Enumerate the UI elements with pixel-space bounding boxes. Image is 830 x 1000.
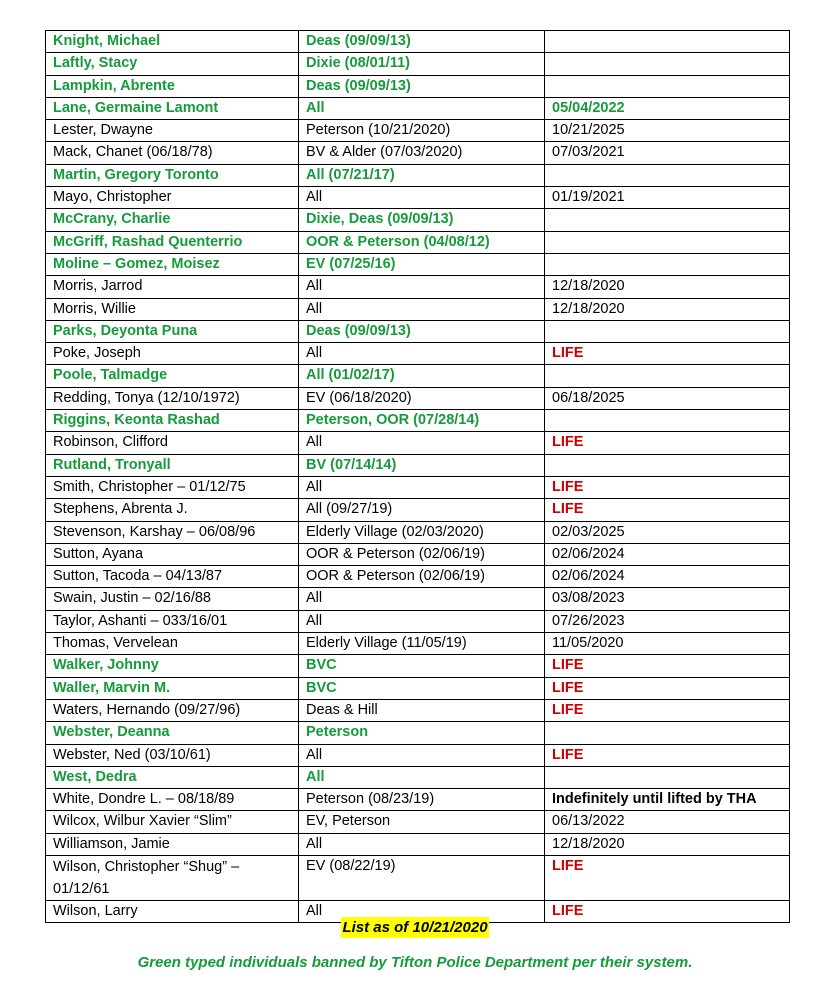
banned-area-cell: EV, Peterson <box>299 811 545 833</box>
banned-area-cell: All <box>299 476 545 498</box>
person-name-cell: Stephens, Abrenta J. <box>46 499 299 521</box>
banned-area-cell: All <box>299 276 545 298</box>
ban-until-cell <box>545 365 790 387</box>
table-row <box>46 566 790 588</box>
ban-until-cell <box>545 410 790 432</box>
person-name-cell: Swain, Justin – 02/16/88 <box>46 588 299 610</box>
table-row <box>46 699 790 721</box>
banned-area-cell: All <box>299 343 545 365</box>
table-row <box>46 744 790 766</box>
table-row <box>46 343 790 365</box>
banned-area-cell: Elderly Village (11/05/19) <box>299 633 545 655</box>
table-row <box>46 365 790 387</box>
banned-area-cell: All <box>299 432 545 454</box>
ban-until-cell: 12/18/2020 <box>545 276 790 298</box>
table-row <box>46 276 790 298</box>
person-name-cell: Martin, Gregory Toronto <box>46 164 299 186</box>
table-body <box>46 31 790 923</box>
banned-area-cell: All <box>299 298 545 320</box>
table-row <box>46 209 790 231</box>
footer-note: Green typed individuals banned by Tifton Police Department per their system. <box>137 954 693 971</box>
table-row <box>46 476 790 498</box>
banned-area-cell: BVC <box>299 677 545 699</box>
table-row <box>46 543 790 565</box>
banned-area-cell: All <box>299 588 545 610</box>
table-row <box>46 53 790 75</box>
ban-until-cell: LIFE <box>545 677 790 699</box>
person-name-cell: Thomas, Vervelean <box>46 633 299 655</box>
table-row <box>46 855 790 900</box>
person-name-cell: Morris, Jarrod <box>46 276 299 298</box>
person-name-cell: Wilson, Larry <box>46 900 299 922</box>
person-name-cell: Poole, Talmadge <box>46 365 299 387</box>
ban-until-cell: 05/04/2022 <box>545 97 790 119</box>
person-name-cell: Riggins, Keonta Rashad <box>46 410 299 432</box>
banned-area-cell: Deas (09/09/13) <box>299 31 545 53</box>
banned-area-cell: All <box>299 97 545 119</box>
person-name-cell: Moline – Gomez, Moisez <box>46 253 299 275</box>
banned-area-cell: BV & Alder (07/03/2020) <box>299 142 545 164</box>
banned-area-cell: EV (08/22/19) <box>299 855 545 900</box>
banned-area-cell: All (07/21/17) <box>299 164 545 186</box>
person-name-cell: Morris, Willie <box>46 298 299 320</box>
table-row <box>46 766 790 788</box>
person-name-cell: Lampkin, Abrente <box>46 75 299 97</box>
ban-until-cell: LIFE <box>545 855 790 900</box>
table-row <box>46 588 790 610</box>
person-name-cell: Laftly, Stacy <box>46 53 299 75</box>
table-row <box>46 633 790 655</box>
table-row <box>46 833 790 855</box>
ban-until-cell <box>545 320 790 342</box>
table-row <box>46 610 790 632</box>
person-name-cell: Waters, Hernando (09/27/96) <box>46 699 299 721</box>
ban-until-cell: 01/19/2021 <box>545 187 790 209</box>
banned-area-cell: All <box>299 610 545 632</box>
ban-until-cell: 07/26/2023 <box>545 610 790 632</box>
table-row <box>46 31 790 53</box>
ban-until-cell: LIFE <box>545 343 790 365</box>
banned-area-cell: All <box>299 744 545 766</box>
person-name-cell: Stevenson, Karshay – 06/08/96 <box>46 521 299 543</box>
ban-until-cell <box>545 31 790 53</box>
banned-area-cell: BV (07/14/14) <box>299 454 545 476</box>
ban-until-cell: 06/18/2025 <box>545 387 790 409</box>
ban-until-cell <box>545 209 790 231</box>
banned-area-cell: Deas (09/09/13) <box>299 320 545 342</box>
table-row <box>46 454 790 476</box>
table-row <box>46 499 790 521</box>
person-name-cell: Poke, Joseph <box>46 343 299 365</box>
banned-area-cell: Elderly Village (02/03/2020) <box>299 521 545 543</box>
ban-until-cell <box>545 722 790 744</box>
person-name-cell: McGriff, Rashad Quenterrio <box>46 231 299 253</box>
person-name-cell: Webster, Deanna <box>46 722 299 744</box>
banned-area-cell: Peterson (10/21/2020) <box>299 120 545 142</box>
banned-area-cell: OOR & Peterson (02/06/19) <box>299 566 545 588</box>
ban-until-cell: LIFE <box>545 699 790 721</box>
person-name-cell: Sutton, Ayana <box>46 543 299 565</box>
person-name-cell: Mayo, Christopher <box>46 187 299 209</box>
ban-until-cell <box>545 164 790 186</box>
person-name-cell: Rutland, Tronyall <box>46 454 299 476</box>
banned-area-cell: All <box>299 833 545 855</box>
ban-until-cell: LIFE <box>545 432 790 454</box>
list-as-of-date: List as of 10/21/2020 <box>342 919 488 936</box>
ban-until-cell: LIFE <box>545 476 790 498</box>
person-name-cell: West, Dedra <box>46 766 299 788</box>
person-name-cell: Wilcox, Wilbur Xavier “Slim” <box>46 811 299 833</box>
ban-until-cell: LIFE <box>545 655 790 677</box>
as-of-container <box>0 917 830 938</box>
person-name-cell: Mack, Chanet (06/18/78) <box>46 142 299 164</box>
banned-area-cell: Deas & Hill <box>299 699 545 721</box>
ban-until-cell: 02/06/2024 <box>545 566 790 588</box>
banned-area-cell: BVC <box>299 655 545 677</box>
person-name-cell: McCrany, Charlie <box>46 209 299 231</box>
ban-until-cell: 06/13/2022 <box>545 811 790 833</box>
banned-area-cell: EV (07/25/16) <box>299 253 545 275</box>
banned-area-cell: All <box>299 900 545 922</box>
ban-until-cell: 12/18/2020 <box>545 298 790 320</box>
table-row <box>46 142 790 164</box>
banned-area-cell: Dixie (08/01/11) <box>299 53 545 75</box>
person-name-cell: Parks, Deyonta Puna <box>46 320 299 342</box>
person-name-cell: Sutton, Tacoda – 04/13/87 <box>46 566 299 588</box>
person-name-cell: Knight, Michael <box>46 31 299 53</box>
table-row <box>46 387 790 409</box>
table-row <box>46 410 790 432</box>
person-name-cell: Walker, Johnny <box>46 655 299 677</box>
ban-until-cell <box>545 253 790 275</box>
ban-until-cell: LIFE <box>545 744 790 766</box>
person-name-cell: Robinson, Clifford <box>46 432 299 454</box>
table-row <box>46 187 790 209</box>
table-row <box>46 521 790 543</box>
person-name-cell: Lester, Dwayne <box>46 120 299 142</box>
table-row <box>46 231 790 253</box>
person-name-cell: Redding, Tonya (12/10/1972) <box>46 387 299 409</box>
banned-area-cell: Deas (09/09/13) <box>299 75 545 97</box>
ban-until-cell: 07/03/2021 <box>545 142 790 164</box>
person-name-cell: Taylor, Ashanti – 033/16/01 <box>46 610 299 632</box>
table-row <box>46 677 790 699</box>
banned-area-cell: Peterson (08/23/19) <box>299 789 545 811</box>
person-name-cell: Webster, Ned (03/10/61) <box>46 744 299 766</box>
ban-until-cell: 03/08/2023 <box>545 588 790 610</box>
table-row <box>46 789 790 811</box>
banned-area-cell: All (09/27/19) <box>299 499 545 521</box>
person-name-cell: Wilson, Christopher “Shug” – 01/12/61 <box>46 855 299 900</box>
ban-until-cell <box>545 454 790 476</box>
banned-area-cell: OOR & Peterson (02/06/19) <box>299 543 545 565</box>
banned-area-cell: EV (06/18/2020) <box>299 387 545 409</box>
table-row <box>46 120 790 142</box>
person-name-cell: White, Dondre L. – 08/18/89 <box>46 789 299 811</box>
table-row <box>46 164 790 186</box>
table-row <box>46 298 790 320</box>
table-row <box>46 75 790 97</box>
ban-until-cell: 11/05/2020 <box>545 633 790 655</box>
banned-area-cell: Dixie, Deas (09/09/13) <box>299 209 545 231</box>
banned-area-cell: All <box>299 766 545 788</box>
ban-until-cell: 02/06/2024 <box>545 543 790 565</box>
banned-area-cell: Peterson, OOR (07/28/14) <box>299 410 545 432</box>
ban-until-cell: 12/18/2020 <box>545 833 790 855</box>
person-name-cell: Waller, Marvin M. <box>46 677 299 699</box>
ban-until-cell: LIFE <box>545 900 790 922</box>
table-row <box>46 811 790 833</box>
table-row <box>46 97 790 119</box>
table-row <box>46 320 790 342</box>
banned-area-cell: All <box>299 187 545 209</box>
ban-until-cell: LIFE <box>545 499 790 521</box>
banned-area-cell: OOR & Peterson (04/08/12) <box>299 231 545 253</box>
ban-until-cell: Indefinitely until lifted by THA <box>545 789 790 811</box>
ban-until-cell <box>545 53 790 75</box>
table-row <box>46 655 790 677</box>
person-name-cell: Williamson, Jamie <box>46 833 299 855</box>
table-row <box>46 253 790 275</box>
person-name-cell: Smith, Christopher – 01/12/75 <box>46 476 299 498</box>
ban-until-cell: 02/03/2025 <box>545 521 790 543</box>
ban-until-cell <box>545 766 790 788</box>
ban-until-cell <box>545 231 790 253</box>
banned-individuals-table <box>45 30 790 923</box>
person-name-cell: Lane, Germaine Lamont <box>46 97 299 119</box>
ban-until-cell <box>545 75 790 97</box>
banned-area-cell: Peterson <box>299 722 545 744</box>
table-row <box>46 722 790 744</box>
banned-area-cell: All (01/02/17) <box>299 365 545 387</box>
ban-until-cell: 10/21/2025 <box>545 120 790 142</box>
table-row <box>46 432 790 454</box>
